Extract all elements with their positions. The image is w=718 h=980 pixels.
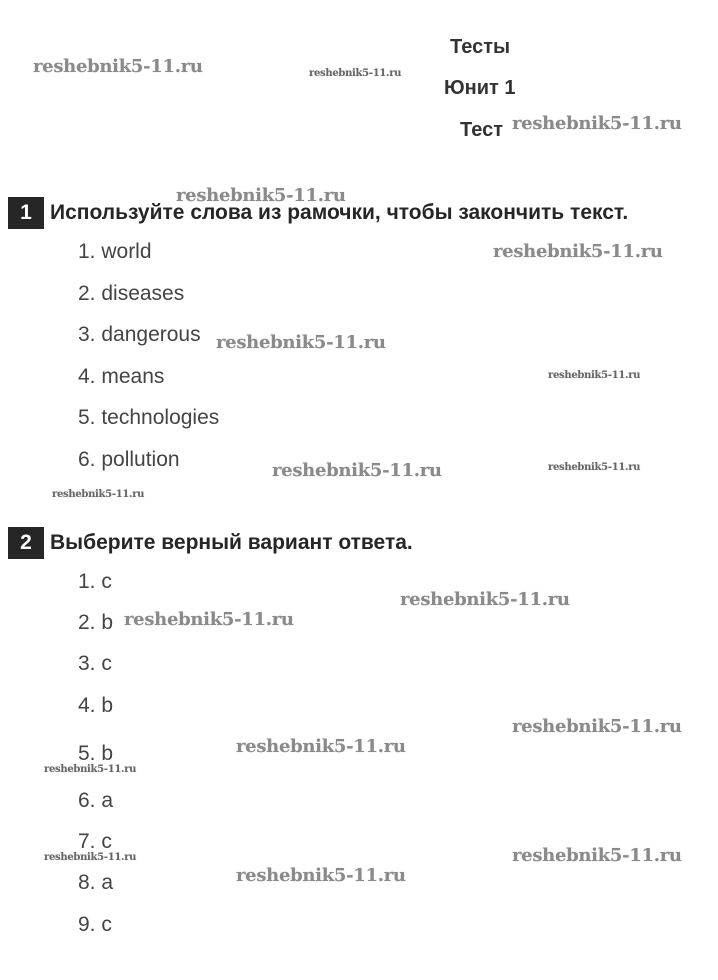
watermark: reshebnik5-11.ru bbox=[309, 68, 402, 79]
section-1-item: 4. means bbox=[78, 365, 165, 388]
section-2-title: Выберите верный вариант ответа. bbox=[50, 531, 413, 554]
section-2-item: 6. a bbox=[78, 789, 114, 812]
section-1-item: 2. diseases bbox=[78, 282, 185, 305]
section-1-item: 5. technologies bbox=[78, 406, 220, 429]
watermark: reshebnik5-11.ru bbox=[44, 764, 137, 775]
watermark: reshebnik5-11.ru bbox=[272, 460, 442, 481]
section-2-item: 9. c bbox=[78, 913, 112, 936]
header-unit: Юнит 1 bbox=[444, 77, 516, 99]
header-test: Тест bbox=[460, 119, 503, 141]
watermark: reshebnik5-11.ru bbox=[52, 489, 145, 500]
section-2-item: 2. b bbox=[78, 611, 114, 634]
section-2-item: 7. c bbox=[78, 830, 112, 853]
watermark: reshebnik5-11.ru bbox=[493, 241, 663, 262]
watermark: reshebnik5-11.ru bbox=[44, 852, 137, 863]
watermark: reshebnik5-11.ru bbox=[176, 185, 346, 206]
header-title: Тесты bbox=[450, 36, 511, 58]
section-1-number: 1 bbox=[8, 197, 44, 229]
section-2-item: 1. c bbox=[78, 570, 112, 593]
section-2-item: 3. c bbox=[78, 652, 112, 675]
watermark: reshebnik5-11.ru bbox=[236, 736, 406, 757]
section-1-item: 1. world bbox=[78, 240, 152, 263]
section-2-item: 5. b bbox=[78, 742, 114, 765]
section-2-number: 2 bbox=[8, 527, 44, 559]
section-1-item: 3. dangerous bbox=[78, 323, 201, 346]
section-2-item: 4. b bbox=[78, 694, 114, 717]
watermark: reshebnik5-11.ru bbox=[216, 332, 386, 353]
section-2-item: 8. a bbox=[78, 871, 114, 894]
section-1-item: 6. pollution bbox=[78, 448, 180, 471]
watermark: reshebnik5-11.ru bbox=[512, 845, 682, 866]
watermark: reshebnik5-11.ru bbox=[548, 370, 641, 381]
section-1-title: Используйте слова из рамочки, чтобы закончить текст. bbox=[50, 201, 629, 224]
watermark: reshebnik5-11.ru bbox=[512, 113, 682, 134]
watermark: reshebnik5-11.ru bbox=[548, 462, 641, 473]
watermark: reshebnik5-11.ru bbox=[512, 716, 682, 737]
watermark: reshebnik5-11.ru bbox=[33, 56, 203, 77]
watermark: reshebnik5-11.ru bbox=[236, 865, 406, 886]
watermark: reshebnik5-11.ru bbox=[124, 609, 294, 630]
watermark: reshebnik5-11.ru bbox=[400, 589, 570, 610]
